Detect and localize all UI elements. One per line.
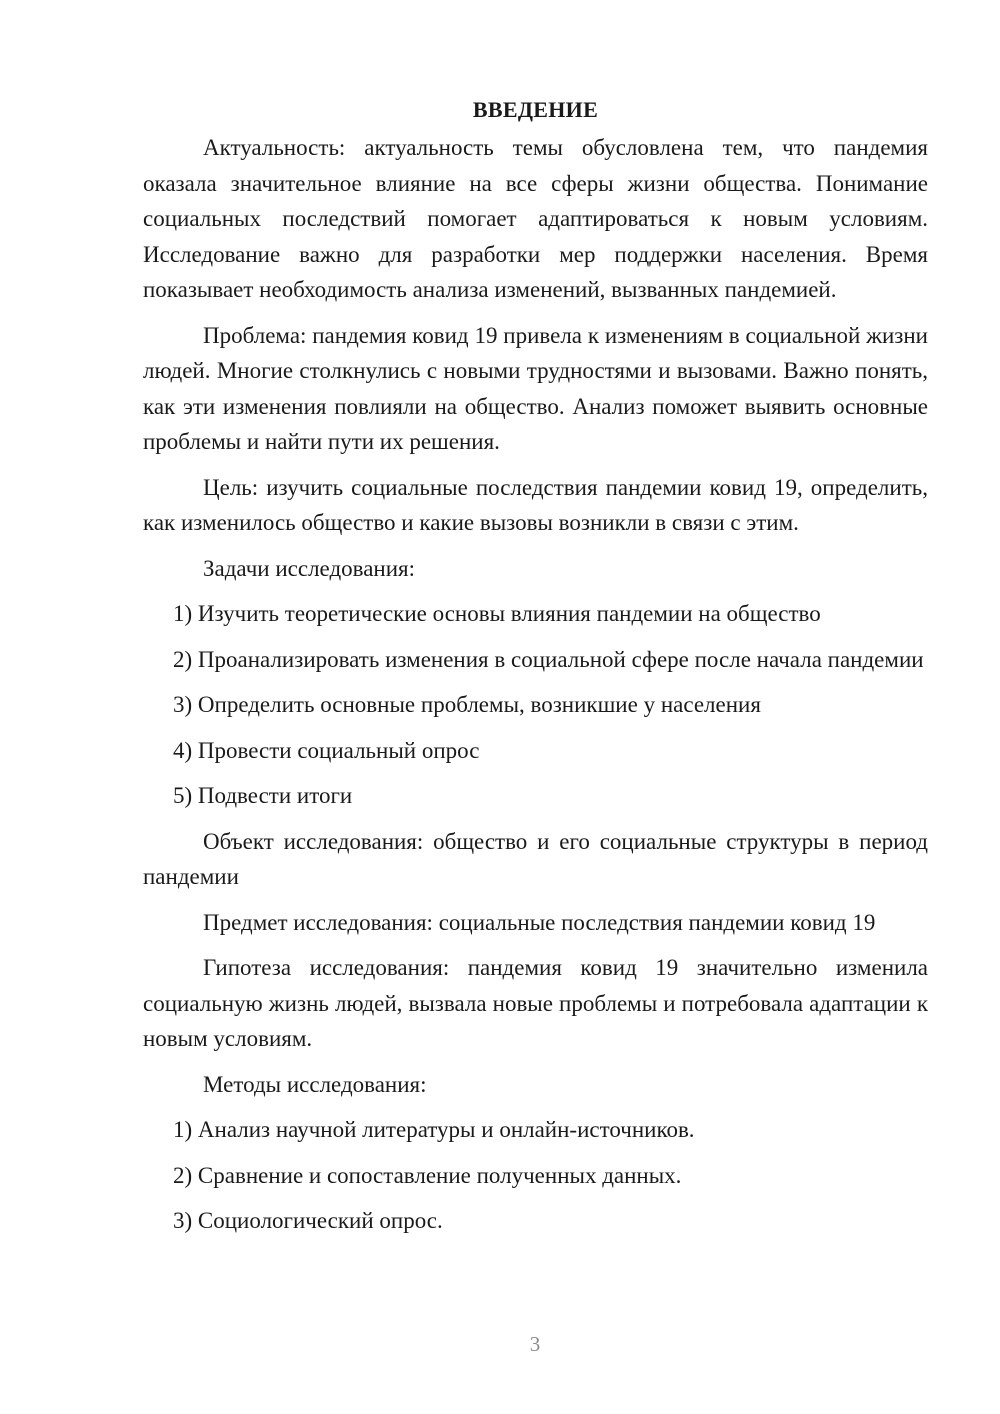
section-title: ВВЕДЕНИЕ <box>472 97 599 122</box>
problem-paragraph: Проблема: пандемия ковид 19 привела к изменениям в социальной жизни людей. Многие столкнулись с новыми трудностями и вызовами. Важно понять, как эти изменения повлияли на общество. Анализ поможет выявить основные проблемы и найти пути их решения. <box>143 322 928 454</box>
task-item-1: 1) Изучить теоретические основы влияния пандемии на общество <box>173 601 821 626</box>
object-paragraph: Объект исследования: общество и его социальные структуры в период пандемии <box>143 828 928 889</box>
page-number: 3 <box>529 1332 541 1356</box>
hypothesis-paragraph: Гипотеза исследования: пандемия ковид 19 значительно изменила социальную жизнь людей, вызвала новые проблемы и потребовала адаптации к новым условиям. <box>143 955 928 1051</box>
goal-paragraph: Цель: изучить социальные последствия пандемии ковид 19, определить, как изменилось общество и какие вызовы возникли в связи с этим. <box>143 474 928 535</box>
task-item-3: 3) Определить основные проблемы, возникшие у населения <box>173 692 761 717</box>
method-item-3: 3) Социологический опрос. <box>173 1208 443 1233</box>
methods-heading: Методы исследования: <box>203 1071 427 1097</box>
task-item-4: 4) Провести социальный опрос <box>173 737 480 763</box>
relevance-paragraph: Актуальность: актуальность темы обусловлена тем, что пандемия оказала значительное влияние на все сферы жизни общества. Понимание социальных последствий помогает адаптироваться к новым условиям. Исследование важно для разработки мер поддержки населения. Время показывает необходимость анализа изменений, вызванных пандемией. <box>143 135 928 302</box>
task-item-2: 2) Проанализировать изменения в социальной сфере после начала пандемии <box>173 646 924 672</box>
subject-paragraph: Предмет исследования: социальные последствия пандемии ковид 19 <box>203 909 876 935</box>
method-item-2: 2) Сравнение и сопоставление полученных данных. <box>173 1162 682 1188</box>
task-item-5: 5) Подвести итоги <box>173 783 353 808</box>
method-item-1: 1) Анализ научной литературы и онлайн-источников. <box>173 1117 695 1142</box>
document-page <box>143 92 928 1249</box>
tasks-heading: Задачи исследования: <box>203 555 416 581</box>
